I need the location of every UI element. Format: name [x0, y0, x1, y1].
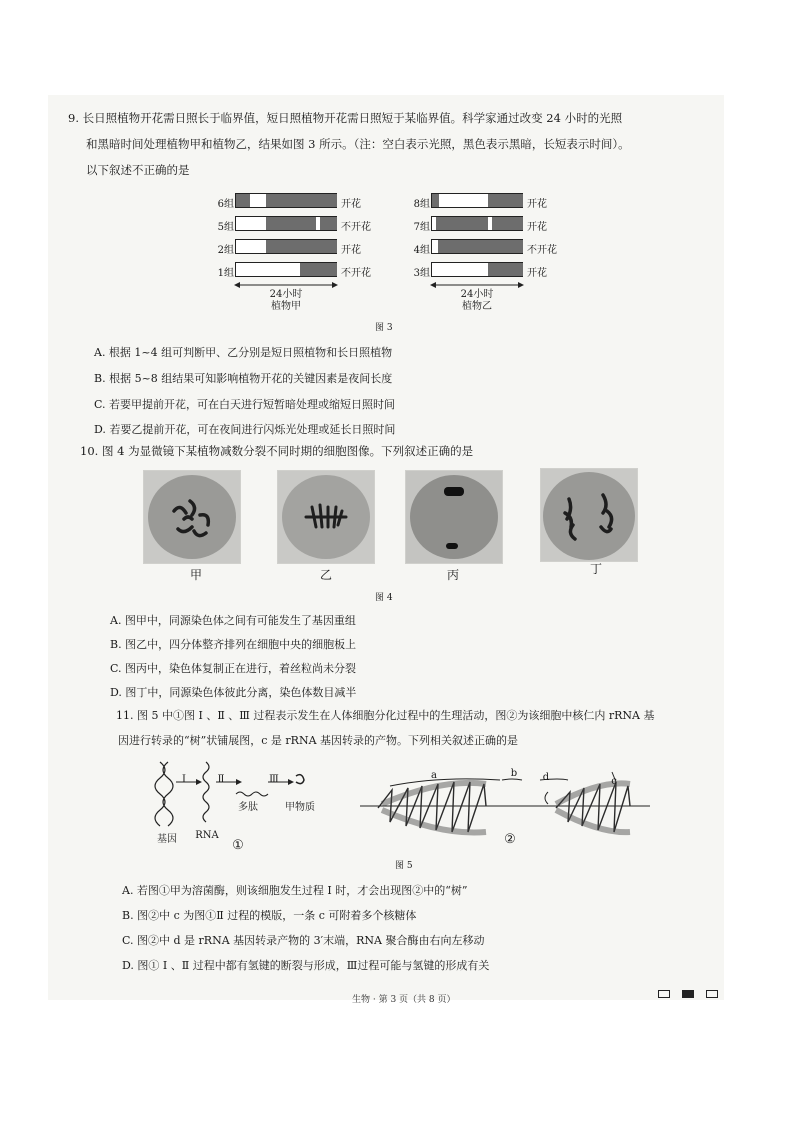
row-label: 8组: [413, 199, 430, 210]
row-label: 6组: [217, 199, 234, 210]
cell-image-ding: [540, 468, 638, 562]
q10-option-b: B. 图乙中，四分体整齐排列在细胞中央的细胞板上: [110, 638, 357, 651]
plant-a-axis-label: [234, 289, 338, 313]
cell-label-ding: 丁: [590, 562, 603, 576]
q11-option-b: B. 图②中 c 为图①Ⅱ 过程的模版，一条 c 可附着多个核糖体: [122, 909, 417, 922]
cell-image-bing: [405, 470, 503, 564]
row-label: 3组: [413, 268, 430, 279]
q9-line3: 以下叙述不正确的是: [86, 163, 190, 177]
page-indicator-empty-1: [658, 990, 670, 998]
peptide-label: 多肽: [238, 802, 258, 813]
cell-label-yi: 乙: [320, 568, 333, 582]
row-result: 开花: [527, 199, 547, 210]
light-dark-bar: [235, 193, 337, 208]
row-label: 1组: [217, 268, 234, 279]
q11-option-d: D. 图① Ⅰ 、Ⅱ 过程中都有氢键的断裂与形成，Ⅲ过程可能与氢键的形成有关: [122, 959, 490, 972]
light-dark-bar: [431, 239, 523, 254]
gene-label: 基因: [157, 834, 177, 845]
cell-image-yi: [277, 470, 375, 564]
label-c: c: [611, 776, 617, 787]
q11-line1: 11. 图 5 中①图 Ⅰ 、Ⅱ 、Ⅲ 过程表示发生在人体细胞分化过程中的生理活动，图②为该细胞中核仁内 rRNA 基: [116, 709, 655, 722]
row-label: 7组: [413, 222, 430, 233]
plant-b-name: 植物乙: [462, 301, 492, 312]
label-a: a: [431, 770, 437, 781]
cell-label-bing: 丙: [447, 568, 460, 582]
light-dark-bar: [235, 216, 337, 231]
figure-5-process-diagram: [150, 760, 320, 832]
row-result: 不开花: [341, 222, 371, 233]
row-label: 5组: [217, 222, 234, 233]
plant-a-axis-24h: 24小时: [269, 289, 303, 300]
q9-option-c: C. 若要甲提前开花，可在白天进行短暂暗处理或缩短日照时间: [94, 398, 396, 411]
light-dark-bar: [431, 262, 523, 277]
row-label: 2组: [217, 245, 234, 256]
diagram-number-2: ②: [504, 832, 516, 847]
light-dark-bar: [431, 193, 523, 208]
q11-option-a: A. 若图①甲为溶菌酶，则该细胞发生过程 Ⅰ 时，才会出现图②中的“树”: [122, 884, 468, 897]
row-result: 开花: [527, 268, 547, 279]
row-result: 开花: [341, 245, 361, 256]
q10-option-c: C. 图丙中，染色体复制正在进行，着丝粒尚未分裂: [110, 662, 357, 675]
plant-b-axis-label: [430, 289, 524, 313]
light-dark-bar: [235, 262, 337, 277]
q9-option-b: B. 根据 5~8 组结果可知影响植物开花的关键因素是夜间长度: [94, 372, 393, 385]
light-dark-bar: [431, 216, 523, 231]
cell-label-jia: 甲: [190, 568, 203, 582]
q10-option-d: D. 图丁中，同源染色体彼此分离，染色体数目减半: [110, 686, 357, 699]
row-label: 4组: [413, 245, 430, 256]
q9-line2: 和黑暗时间处理植物甲和植物乙，结果如图 3 所示。（注：空白表示光照，黑色表示黑暗，长短表示时间）。: [86, 137, 630, 151]
plant-b-axis-24h: 24小时: [460, 289, 494, 300]
q10-stem: 10. 图 4 为显微镜下某植物减数分裂不同时期的细胞图像。下列叙述正确的是: [80, 444, 474, 458]
row-result: 不开花: [527, 245, 557, 256]
q9-line1: 9. 长日照植物开花需日照长于临界值，短日照植物开花需日照短于某临界值。科学家通过改变 24 小时的光照: [68, 111, 623, 125]
q11-option-c: C. 图②中 d 是 rRNA 基因转录产物的 3′末端，RNA 聚合酶由右向左移动: [122, 934, 485, 947]
product-label: 甲物质: [285, 802, 315, 813]
plant-a-name: 植物甲: [271, 301, 301, 312]
label-b: b: [510, 768, 518, 779]
step-1-label: Ⅰ: [182, 774, 186, 785]
page-indicator-filled: [682, 990, 694, 998]
q9-option-a: A. 根据 1~4 组可判断甲、乙分别是短日照植物和长日照植物: [94, 346, 393, 359]
row-result: 不开花: [341, 268, 371, 279]
figure-4-caption: 图 4: [375, 593, 393, 603]
q11-line2: 因进行转录的“树”状铺展图，c 是 rRNA 基因转录的产物。下列相关叙述正确的是: [118, 734, 519, 747]
row-result: 开花: [341, 199, 361, 210]
figure-3-caption: 图 3: [375, 323, 393, 333]
rna-label: RNA: [195, 830, 219, 841]
step-2-label: Ⅱ: [217, 774, 225, 785]
row-result: 开花: [527, 222, 547, 233]
label-d: d: [542, 772, 550, 783]
figure-5-caption: 图 5: [395, 861, 413, 871]
light-dark-bar: [235, 239, 337, 254]
q9-option-d: D. 若要乙提前开花，可在夜间进行闪烁光处理或延长日照时间: [94, 423, 396, 436]
cell-image-jia: [143, 470, 241, 564]
q10-option-a: A. 图甲中，同源染色体之间有可能发生了基因重组: [110, 614, 356, 627]
step-3-label: Ⅲ: [269, 774, 279, 785]
page-footer: 生物 · 第 3 页（共 8 页）: [352, 995, 456, 1005]
diagram-number-1: ①: [232, 838, 244, 853]
page-indicator-empty-2: [706, 990, 718, 998]
